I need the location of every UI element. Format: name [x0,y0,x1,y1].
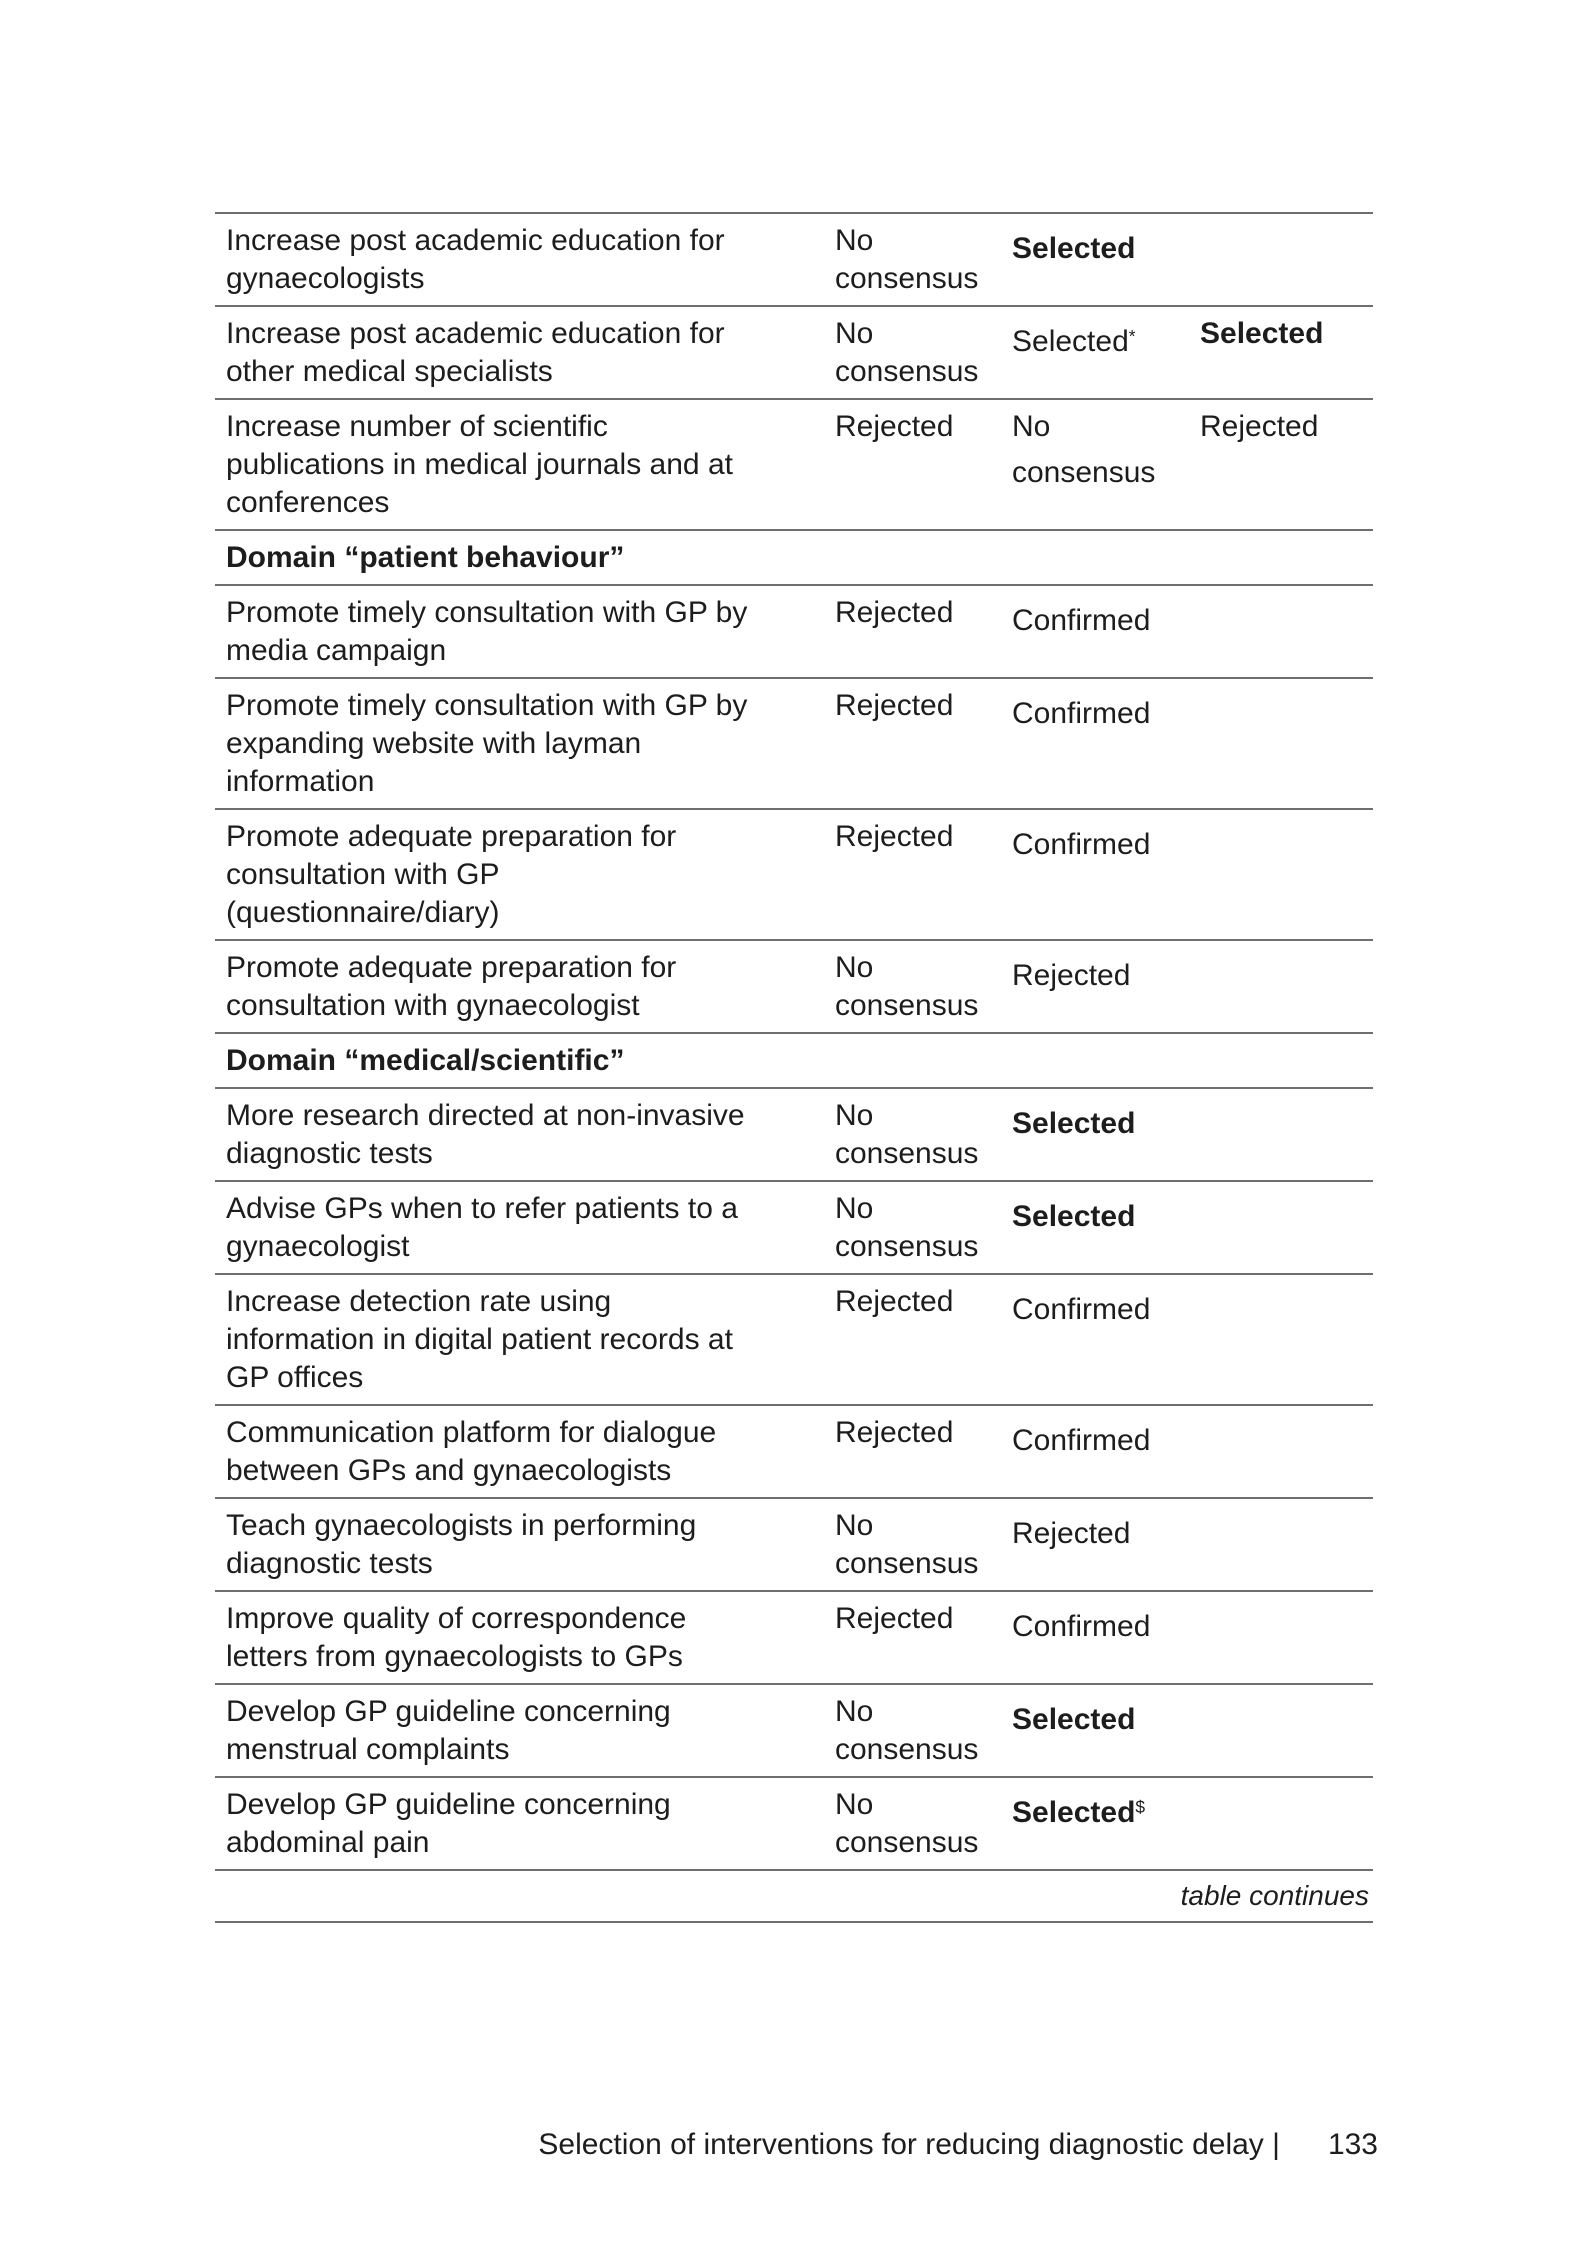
intervention-text: Promote timely consultation with GP by expanding website with layman information [226,689,748,798]
status-cell-3 [1200,1786,1373,1862]
status-cell-2 [1012,594,1200,670]
intervention-cell [215,1097,835,1173]
status-cell-1 [835,687,1012,801]
status-cell-2 [1012,1414,1200,1490]
table-continues-row [215,1871,1373,1923]
status-cell-3 [1200,222,1373,298]
status-text: Rejected [835,596,954,629]
status-cell-1 [835,222,1012,298]
intervention-text: Increase post academic education for other medical specialists [226,317,725,388]
intervention-cell [215,687,835,801]
intervention-cell [215,408,835,522]
table-row [215,810,1373,941]
status-cell-3 [1200,1600,1373,1676]
status-cell-1 [835,1786,1012,1862]
status-text: No consensus [835,1695,979,1766]
status-cell-3 [1200,818,1373,932]
footer-caption: Selection of interventions for reducing diagnostic delay | [538,2128,1280,2161]
intervention-cell [215,1507,835,1583]
status-cell-2 [1012,818,1200,932]
status-cell-2 [1012,1786,1200,1862]
table-row [215,1778,1373,1871]
status-text: No consensus [835,1509,979,1580]
status-cell-2 [1012,687,1200,801]
status-cell-3 [1200,408,1373,522]
intervention-text: Increase detection rate using information in digital patient records at GP offices [226,1285,733,1394]
status-cell-2 [1012,949,1200,1025]
table-row [215,400,1373,531]
page-footer [538,2126,1378,2164]
domain-header-row [215,1034,1373,1089]
table-row [215,1499,1373,1592]
status-cell-1 [835,818,1012,932]
table-row [215,586,1373,679]
intervention-cell [215,315,835,391]
status-cell-1 [835,1283,1012,1397]
status-cell-3 [1200,1507,1373,1583]
status-text: Rejected [835,820,954,853]
table-row [215,1592,1373,1685]
status-text: Confirmed [1012,1610,1151,1643]
status-cell-1 [835,949,1012,1025]
status-cell-3 [1200,315,1373,391]
status-cell-2 [1012,408,1200,522]
status-text: Selected [1012,1107,1136,1140]
status-text: Rejected [835,1602,954,1635]
status-text: No consensus [835,1192,979,1263]
status-text: Rejected [835,410,954,443]
domain-header-row [215,531,1373,586]
intervention-text: Advise GPs when to refer patients to a gynaecologist [226,1192,738,1263]
footnote-marker: * [1128,325,1136,346]
intervention-text: Develop GP guideline concerning abdominal pain [226,1788,671,1859]
intervention-text: Teach gynaecologists in performing diagnostic tests [226,1509,697,1580]
status-cell-1 [835,315,1012,391]
intervention-cell [215,1190,835,1266]
status-cell-2 [1012,1190,1200,1266]
status-text: Confirmed [1012,828,1151,861]
status-text: No consensus [835,951,979,1022]
table-row [215,214,1373,307]
status-cell-2 [1012,1283,1200,1397]
table-row [215,1685,1373,1778]
intervention-cell [215,1600,835,1676]
status-cell-3 [1200,949,1373,1025]
status-text: Rejected [1012,959,1131,992]
page-number: 133 [1327,2128,1378,2161]
status-cell-3 [1200,1693,1373,1769]
status-text: Confirmed [1012,604,1151,637]
status-cell-1 [835,408,1012,522]
intervention-cell [215,1414,835,1490]
status-text: No consensus [835,224,979,295]
intervention-cell [215,949,835,1025]
status-cell-2 [1012,222,1200,298]
status-cell-2 [1012,1600,1200,1676]
status-text: No consensus [835,1099,979,1170]
status-cell-1 [835,1507,1012,1583]
status-cell-2 [1012,1693,1200,1769]
status-cell-2 [1012,1507,1200,1583]
interventions-table [215,212,1373,1923]
status-text: Selected [1012,1703,1136,1736]
status-cell-1 [835,1414,1012,1490]
domain-header-text: Domain “patient behaviour” [226,541,625,574]
status-text: Selected [1012,232,1136,265]
intervention-text: Develop GP guideline concerning menstrual complaints [226,1695,671,1766]
intervention-cell [215,1786,835,1862]
status-text: No consensus [1012,410,1156,489]
table-row [215,1406,1373,1499]
intervention-cell [215,1283,835,1397]
status-text: Confirmed [1012,697,1151,730]
status-text: Rejected [1200,410,1319,443]
status-cell-3 [1200,1283,1373,1397]
intervention-text: More research directed at non-invasive diagnostic tests [226,1099,745,1170]
status-text: No consensus [835,317,979,388]
intervention-text: Promote adequate preparation for consultation with gynaecologist [226,951,677,1022]
table-row [215,941,1373,1034]
status-text: Confirmed [1012,1293,1151,1326]
status-cell-1 [835,1693,1012,1769]
status-cell-1 [835,1190,1012,1266]
status-text: Rejected [835,1416,954,1449]
table-continues-text: table continues [1180,1880,1369,1911]
status-cell-1 [835,594,1012,670]
intervention-text: Promote adequate preparation for consultation with GP (questionnaire/diary) [226,820,677,929]
intervention-cell [215,222,835,298]
status-cell-3 [1200,594,1373,670]
table-row [215,307,1373,400]
domain-header-text: Domain “medical/scientific” [226,1044,625,1077]
status-cell-1 [835,1097,1012,1173]
status-text: Selected [1012,325,1129,358]
status-cell-2 [1012,315,1200,391]
intervention-text: Increase post academic education for gynaecologists [226,224,725,295]
status-text: Selected [1012,1796,1136,1829]
table-row [215,679,1373,810]
status-text: No consensus [835,1788,979,1859]
intervention-text: Improve quality of correspondence letters from gynaecologists to GPs [226,1602,687,1673]
status-text: Rejected [835,689,954,722]
table-row [215,1182,1373,1275]
status-text: Selected [1200,317,1324,350]
status-text: Rejected [1012,1517,1131,1550]
footnote-marker: $ [1135,1796,1146,1817]
intervention-text: Increase number of scientific publications in medical journals and at conferences [226,410,733,519]
intervention-cell [215,1693,835,1769]
status-cell-2 [1012,1097,1200,1173]
intervention-text: Promote timely consultation with GP by media campaign [226,596,748,667]
status-cell-1 [835,1600,1012,1676]
status-cell-3 [1200,1097,1373,1173]
status-cell-3 [1200,1414,1373,1490]
status-text: Selected [1012,1200,1136,1233]
table-row [215,1089,1373,1182]
status-cell-3 [1200,1190,1373,1266]
table-row [215,1275,1373,1406]
intervention-cell [215,818,835,932]
status-text: Confirmed [1012,1424,1151,1457]
intervention-cell [215,594,835,670]
intervention-text: Communication platform for dialogue between GPs and gynaecologists [226,1416,717,1487]
status-text: Rejected [835,1285,954,1318]
status-cell-3 [1200,687,1373,801]
